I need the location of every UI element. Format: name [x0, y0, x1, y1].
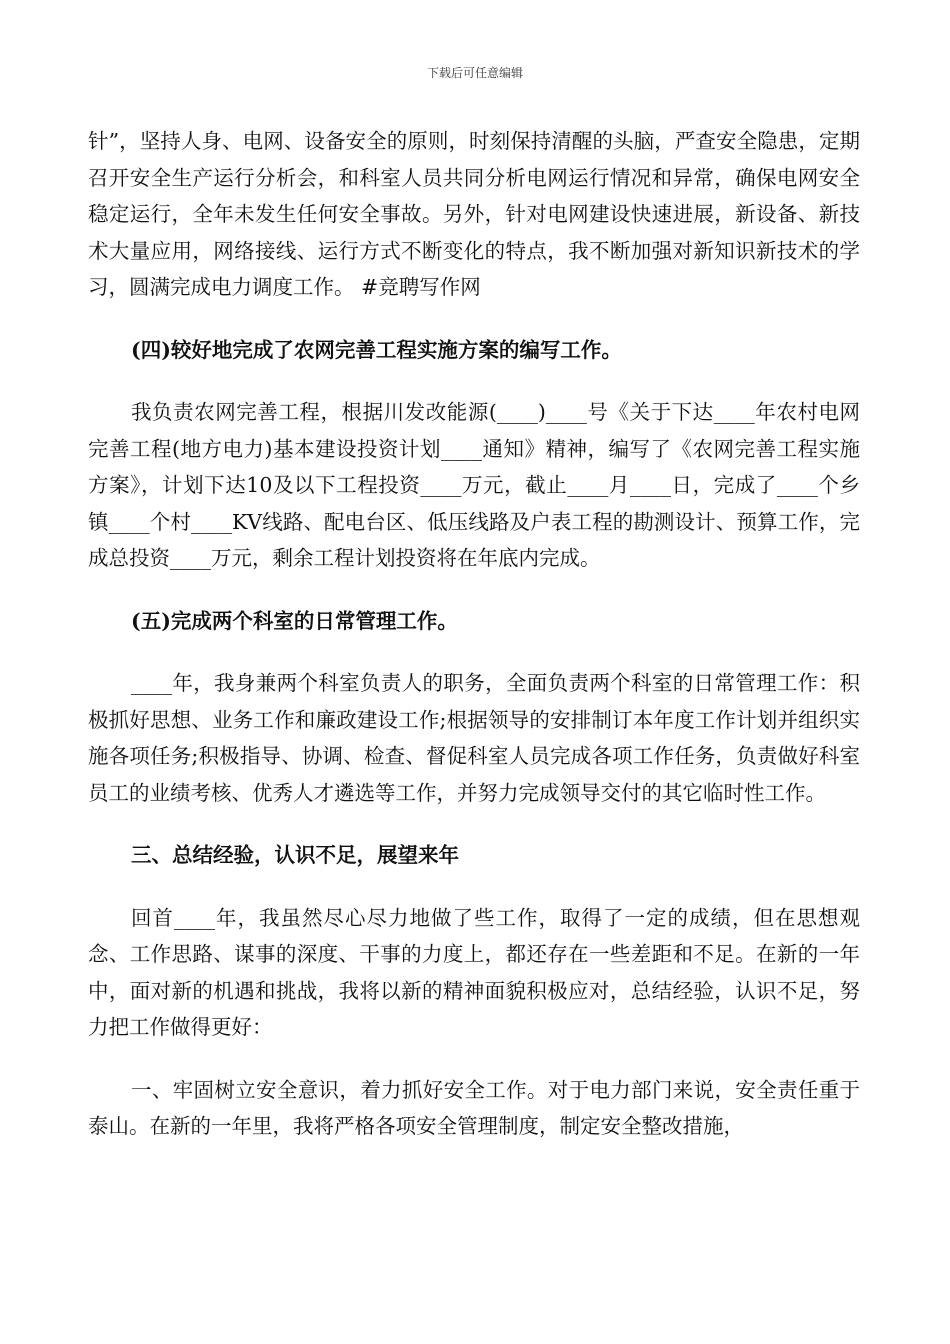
section-heading-4: (四)较好地完成了农网完善工程实施方案的编写工作。 [131, 337, 622, 362]
document-body [88, 123, 860, 1145]
section-heading-3: 三、总结经验，认识不足，展望来年 [131, 843, 459, 867]
paragraph-management: ____年，我身兼两个科室负责人的职务，全面负责两个科室的日常管理工作：积极抓好思想、业务工作和廉政建设工作;根据领导的安排制订本年度工作计划并组织实施各项任务;积极指导、协调、检查、督促科室人员完成各项工作任务，负责做好科室员工的业绩考核、优秀人才遴选等工作，并努力完成领导交付的其它临时性工作。 [88, 671, 860, 805]
paragraph-safety: 一、牢固树立安全意识，着力抓好安全工作。对于电力部门来说，安全责任重于泰山。在新的一年里，我将严格各项安全管理制度，制定安全整改措施， [88, 1077, 860, 1138]
page-header: 下载后可任意编辑 [426, 66, 523, 80]
paragraph-rural-grid: 我负责农网完善工程，根据川发改能源(____)____号《关于下达____年农村电网完善工程(地方电力)基本建设投资计划____通知》精神，编写了《农网完善工程实施方案》，计划下达10及以下工程投资____万元，截止____月____日，完成了____个乡镇____个村____KV线路、配电台区、低压线路及户表工程的勘测设计、预算工作，完成总投资____万元，剩余工程计划投资将在年底内完成。 [88, 400, 860, 570]
section-heading-5: (五)完成两个科室的日常管理工作。 [131, 608, 458, 633]
paragraph-continuation: 针”，坚持人身、电网、设备安全的原则，时刻保持清醒的头脑，严查安全隐患，定期召开安全生产运行分析会，和科室人员共同分析电网运行情况和异常，确保电网安全稳定运行，全年未发生任何安全事故。另外，针对电网建设快速进展，新设备、新技术大量应用，网络接线、运行方式不断变化的特点，我不断加强对新知识新技术的学习，圆满完成电力调度工作。 #竞聘写作网 [88, 129, 860, 299]
paragraph-review: 回首____年，我虽然尽心尽力地做了些工作，取得了一定的成绩，但在思想观念、工作思路、谋事的深度、干事的力度上，都还存在一些差距和不足。在新的一年中，面对新的机遇和挑战，我将以新的精神面貌积极应对，总结经验，认识不足，努力把工作做得更好： [88, 905, 860, 1039]
